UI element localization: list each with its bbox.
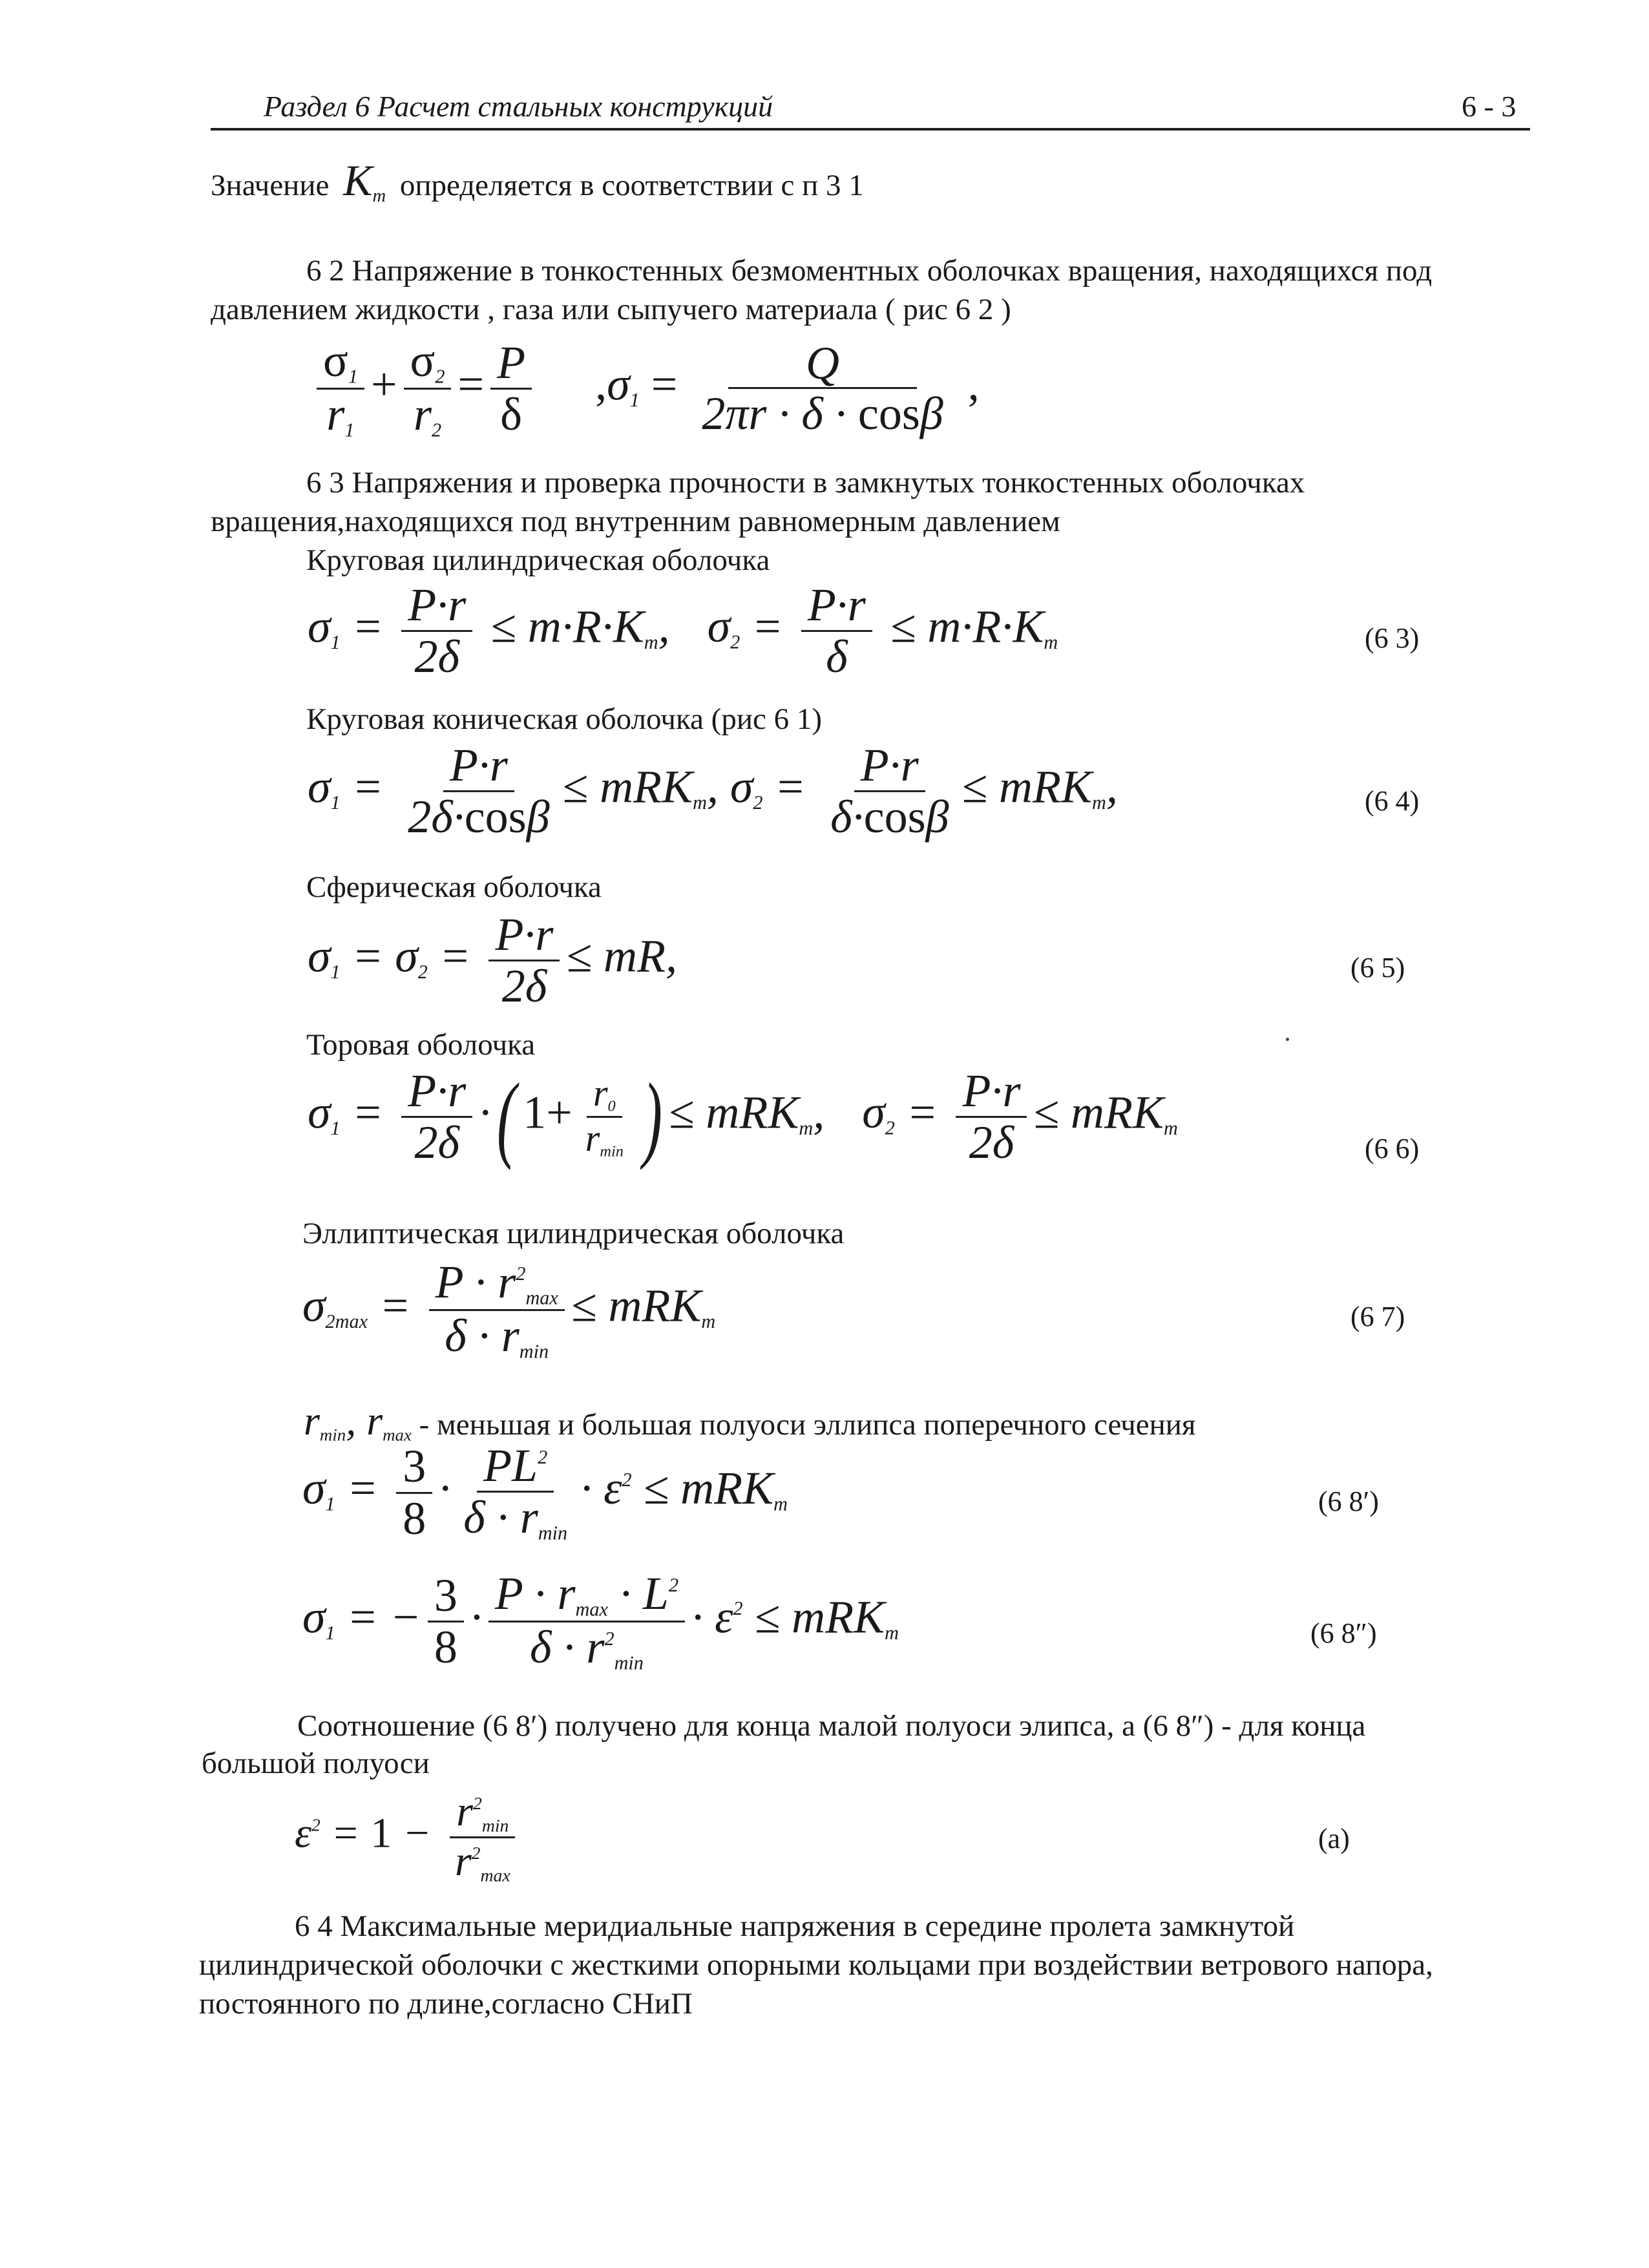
label-toroidal: Торовая оболочка <box>306 1028 536 1062</box>
label-cylindrical: Круговая цилиндрическая оболочка <box>306 543 770 577</box>
equation-6-5: $\sigma_1 = \sigma_2$ = $\frac{P\cdot r}{2\delta}$ ≤ mR, <box>308 908 677 1013</box>
eq-number-a: (а) <box>1318 1823 1350 1854</box>
equation-6-4: $\sigma_1$ = $\frac{P\cdot r}{2\delta\cdot\cos\beta}$ ≤ mRK$_m$, $\sigma_2$ = $\frac{P\cdot r}{\delta\cdot\cos\beta}$ ≤ mRK$_m$, <box>308 739 1118 843</box>
semiaxes-line: $r_{min}$, $r_{max}$ - меньшая и большая полуоси эллипса поперечного сечения <box>304 1398 1196 1445</box>
eq-number-6-6: (6 6) <box>1365 1133 1420 1164</box>
eq-number-6-8-prime: (6 8′) <box>1318 1486 1379 1517</box>
eq-number-6-3: (6 3) <box>1365 622 1420 654</box>
p64-line1: 6 4 Максимальные меридиальные напряжения в середине пролета замкнутой <box>295 1909 1295 1943</box>
eq-number-6-8-double-prime: (6 8″) <box>1310 1617 1377 1649</box>
intro-line: Значение $K_m$ определяется в соответствии с п 3 1 <box>211 156 864 206</box>
label-elliptic: Эллиптическая цилиндрическая оболочка <box>302 1217 845 1250</box>
equation-6-7: $\sigma_{2max}$ = $P \cdot r^2_{max}$ $\delta \cdot r_{min}$ ≤ mRK$_m$ <box>302 1256 716 1363</box>
equation-6-6: $\sigma_1$ = $\frac{P\cdot r}{2\delta}$ ·( 1+ $r_0$ $r_{min}$ ) ≤ mRK$_m$, $\sigma_2$ = $\frac{P\cdot r}{2\delta}$ ≤ mRK$_m$ <box>308 1063 1178 1171</box>
page-number: 6 - 3 <box>1462 90 1517 123</box>
p62-line2: давлением жидкости , газа или сыпучего материала ( рис 6 2 ) <box>211 293 1011 326</box>
ratio-note-line1: Соотношение (6 8′) получено для конца малой полуоси элипса, а (6 8″) - для конца <box>297 1709 1366 1743</box>
eq-number-6-5: (6 5) <box>1350 952 1405 983</box>
header-rule <box>211 128 1530 131</box>
k-m-symbol: $K_m$ <box>343 156 386 206</box>
equation-6-8-double-prime: $\sigma_1$ = − $\frac{3}{8}$ · $P \cdot r_{max} \cdot L^2$ $\delta \cdot r^2_{min}$ · $\varepsilon^2 \le mRK_m$ <box>302 1568 899 1674</box>
p63-line1: 6 3 Напряжения и проверка прочности в замкнутых тонкостенных оболочках <box>306 466 1305 499</box>
label-spherical: Сферическая оболочка <box>306 870 602 904</box>
p62-line1: 6 2 Напряжение в тонкостенных безмоментных оболочках вращения, находящихся под <box>306 254 1433 288</box>
scan-speck <box>1286 1038 1289 1041</box>
p64-line3: постоянного по длине,согласно СНиП <box>199 1987 693 2021</box>
section-header: Раздел 6 Расчет стальных конструкций <box>264 90 773 123</box>
equation-6-8-prime: $\sigma_1$ = $\frac{3}{8}$ · $PL^2$ $\delta \cdot r_{min}$ · $\varepsilon^2 \le mRK_m$ <box>302 1440 788 1545</box>
ratio-note-line2: большой полуоси <box>202 1747 430 1780</box>
equation-6-2: $\frac{\sigma_1}{r_1}$ + $\frac{\sigma_2}{r_2}$ = $\frac{P}{\delta}$ $,\sigma_1$ = $\frac{Q}{2\pi r \cdot \delta \cdot \cos\beta}$ , <box>310 337 980 441</box>
p63-line2: вращения,находящихся под внутренним равномерным давлением <box>211 505 1060 538</box>
equation-6-3: $\sigma_1$ = $\frac{P\cdot r}{2\delta}$ ≤ $m\cdot R\cdot K_m$, $\sigma_2$ = $\frac{P\cdot r}{\delta}$ ≤ $m\cdot R\cdot K_m$ <box>308 579 1058 683</box>
equation-a: $\varepsilon^2 = 1$ − $r^2_{min}$ $r^2_{max}$ <box>295 1790 523 1885</box>
label-conical: Круговая коническая оболочка (рис 6 1) <box>306 702 822 736</box>
p64-line2: цилиндрической оболочки с жесткими опорными кольцами при воздействии ветрового напора, <box>199 1948 1433 1982</box>
eq-number-6-7: (6 7) <box>1350 1301 1405 1332</box>
eq-number-6-4: (6 4) <box>1365 785 1420 817</box>
